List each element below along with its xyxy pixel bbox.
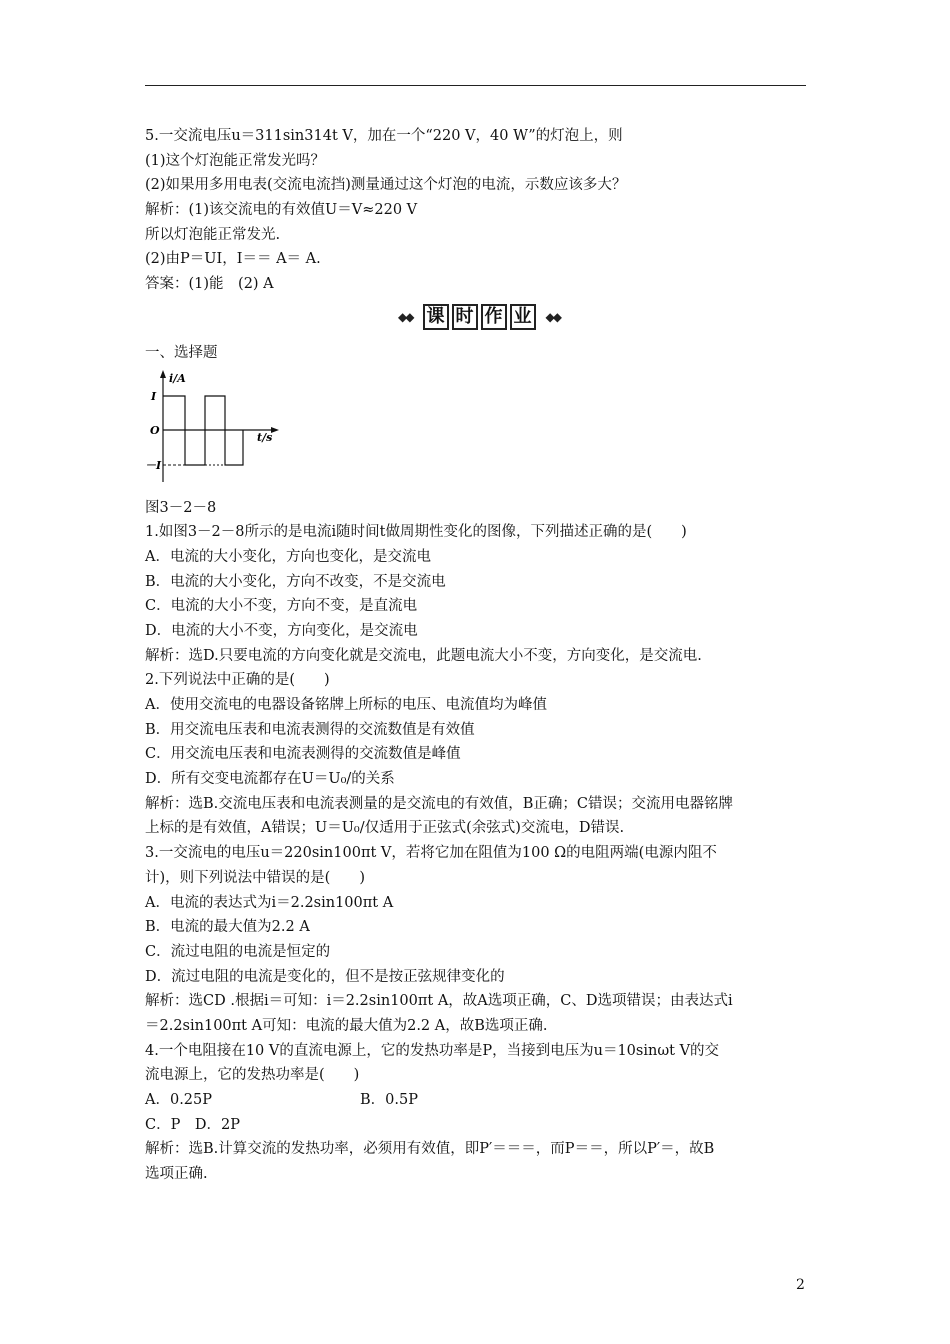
- q5-sub1: (1)这个灯泡能正常发光吗？: [145, 152, 326, 169]
- q3-option-d: D．流过电阻的电流是变化的，但不是按正弦规律变化的: [145, 968, 505, 985]
- q5-analysis: 所以灯泡能正常发光.: [145, 226, 281, 243]
- banner-char: 业: [510, 304, 536, 330]
- q4-stem: 4.一个电阻接在10 V的直流电源上，它的发热功率是P，当接到电压为u＝10sinωt V的交: [145, 1042, 720, 1059]
- q4-analysis: 解析：选B.计算交流的发热功率，必须用有效值，即P′＝＝＝，而P＝＝，所以P′＝，故B: [145, 1141, 715, 1158]
- square-wave-diagram: [145, 370, 285, 490]
- q3-option-c: C．流过电阻的电流是恒定的: [145, 943, 331, 960]
- q1-option-d: D．电流的大小不变，方向变化，是交流电: [145, 622, 418, 639]
- q5-analysis: (2)由P＝UI，I＝＝ A＝ A.: [145, 251, 321, 268]
- q2-option-b: B．用交流电压表和电流表测得的交流数值是有效值: [145, 721, 475, 738]
- q1-analysis: 解析：选D.只要电流的方向变化就是交流电，此题电流大小不变，方向变化，是交流电.: [145, 647, 702, 664]
- banner-title: [423, 304, 536, 330]
- q2-analysis: 上标的是有效值，A错误；U＝U₀/仅适用于正弦式(余弦式)交流电，D错误.: [145, 820, 625, 837]
- q2-option-c: C．用交流电压表和电流表测得的交流数值是峰值: [145, 746, 461, 763]
- q1-option-b: B．电流的大小变化，方向不改变，不是交流电: [145, 573, 446, 590]
- q4-stem: 流电源上，它的发热功率是( ): [145, 1067, 360, 1084]
- q4-options-cd: C．P D．2P: [145, 1116, 240, 1133]
- q4-option-a: A．0.25P: [145, 1092, 213, 1108]
- label-I: I: [151, 389, 157, 403]
- q4-options-ab: [145, 1088, 813, 1113]
- q5-answer: 答案：(1)能 (2) A: [145, 276, 274, 293]
- q3-stem: 计)，则下列说法中错误的是( ): [145, 869, 365, 886]
- q3-option-a: A．电流的表达式为i＝2.2sin100πt A: [145, 894, 394, 911]
- q5-analysis: 解析：(1)该交流电的有效值U＝V≈220 V: [145, 202, 418, 219]
- q1-option-a: A．电流的大小变化，方向也变化，是交流电: [145, 548, 431, 565]
- q5-stem: 5.一交流电压u＝311sin314t V，加在一个“220 V，40 W”的灯泡上，则: [145, 128, 623, 144]
- q3-analysis: ＝2.2sin100πt A可知：电流的最大值为2.2 A，故B选项正确.: [145, 1017, 548, 1034]
- q2-option-d: D．所有交变电流都存在U＝U₀/的关系: [145, 771, 395, 788]
- q1-option-c: C．电流的大小不变，方向不变，是直流电: [145, 598, 418, 615]
- q3-stem: 3.一交流电的电压u＝220sin100πt V，若将它加在阻值为100 Ω的电阻两端(电源内阻不: [145, 845, 717, 862]
- homework-banner: [145, 299, 813, 335]
- q4-option-b: B．0.5P: [360, 1092, 418, 1108]
- q2-option-a: A．使用交流电的电器设备铭牌上所标的电压、电流值均为峰值: [145, 697, 547, 713]
- q4-analysis: 选项正确.: [145, 1166, 208, 1183]
- y-axis-label: i/A: [169, 371, 186, 385]
- current-time-graph: [145, 370, 285, 490]
- diamond-icon: ◆◆: [545, 309, 560, 324]
- page-number: 2: [796, 1277, 805, 1293]
- banner-char: 时: [452, 304, 478, 330]
- diamond-icon: ◆◆: [398, 309, 413, 324]
- label-neg-I: －I: [145, 458, 162, 472]
- q2-analysis: 解析：选B.交流电压表和电流表测量的是交流电的有效值，B正确；C错误；交流用电器铭牌: [145, 795, 734, 812]
- header-rule: [145, 85, 806, 86]
- label-O: O: [150, 423, 160, 437]
- page-content: [145, 124, 813, 1187]
- q3-option-b: B．电流的最大值为2.2 A: [145, 919, 310, 936]
- q1-stem: 1.如图3－2－8所示的是电流i随时间t做周期性变化的图像，下列描述正确的是( ): [145, 524, 687, 541]
- banner-char: 课: [423, 304, 449, 330]
- q2-stem: 2.下列说法中正确的是( ): [145, 672, 330, 689]
- section-title: 一、选择题: [145, 344, 218, 361]
- q3-analysis: 解析：选CD .根据i＝可知：i＝2.2sin100πt A，故A选项正确，C、D选项错误；由表达式i: [145, 993, 733, 1010]
- q5-sub2: (2)如果用多用电表(交流电流挡)测量通过这个灯泡的电流，示数应该多大？: [145, 177, 627, 194]
- figure-caption: 图3－2－8: [145, 499, 217, 516]
- x-axis-label: t/s: [257, 430, 273, 444]
- banner-char: 作: [481, 304, 507, 330]
